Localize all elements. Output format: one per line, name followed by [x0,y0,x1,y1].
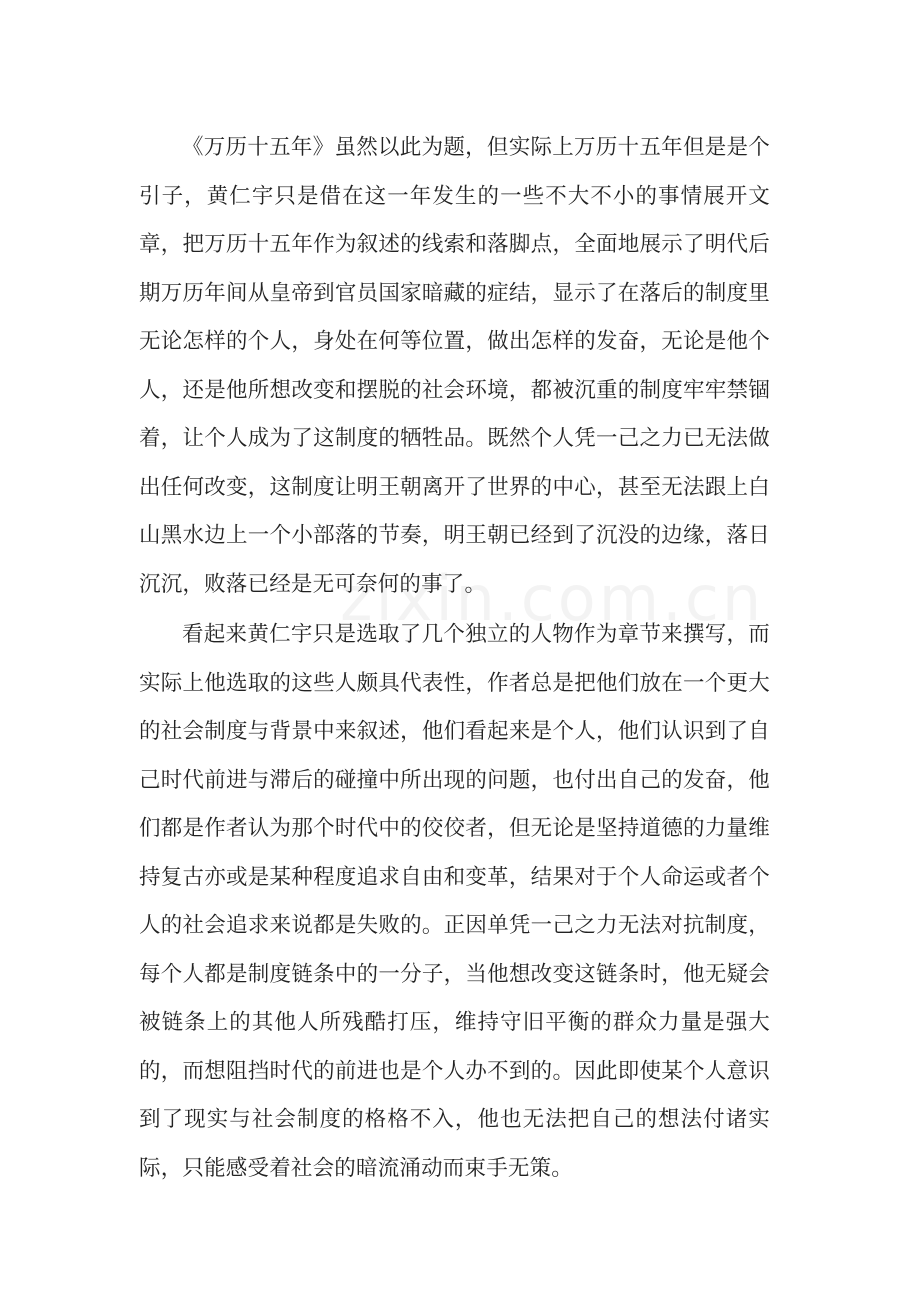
paragraph-1: 《万历十五年》虽然以此为题，但实际上万历十五年但是是个引子，黄仁宇只是借在这一年发生的一些不大不小的事情展开文章，把万历十五年作为叙述的线索和落脚点，全面地展示了明代后期万历年间从皇帝到官员国家暗藏的症结，显示了在落后的制度里无论怎样的个人，身处在何等位置，做出怎样的发奋，无论是他个人，还是他所想改变和摆脱的社会环境，都被沉重的制度牢牢禁锢着，让个人成为了这制度的牺牲品。既然个人凭一己之力已无法做出任何改变，这制度让明王朝离开了世界的中心，甚至无法跟上白山黑水边上一个小部落的节奏，明王朝已经到了沉没的边缘，落日沉沉，败落已经是无可奈何的事了。 [139,135,770,597]
document-body [139,124,770,1194]
paragraph-2: 看起来黄仁宇只是选取了几个独立的人物作为章节来撰写，而实际上他选取的这些人颇具代表性，作者总是把他们放在一个更大的社会制度与背景中来叙述，他们看起来是个人，他们认识到了自己时代前进与滞后的碰撞中所出现的问题，也付出自己的发奋，他们都是作者认为那个时代中的佼佼者，但无论是坚持道德的力量维持复古亦或是某种程度追求自由和变革，结果对于个人命运或者个人的社会追求来说都是失败的。正因单凭一己之力无法对抗制度，每个人都是制度链条中的一分子，当他想改变这链条时，他无疑会被链条上的其他人所残酷打压，维持守旧平衡的群众力量是强大的，而想阻挡时代的前进也是个人办不到的。因此即使某个人意识到了现实与社会制度的格格不入，他也无法把自己的想法付诸实际，只能感受着社会的暗流涌动而束手无策。 [139,622,770,1181]
